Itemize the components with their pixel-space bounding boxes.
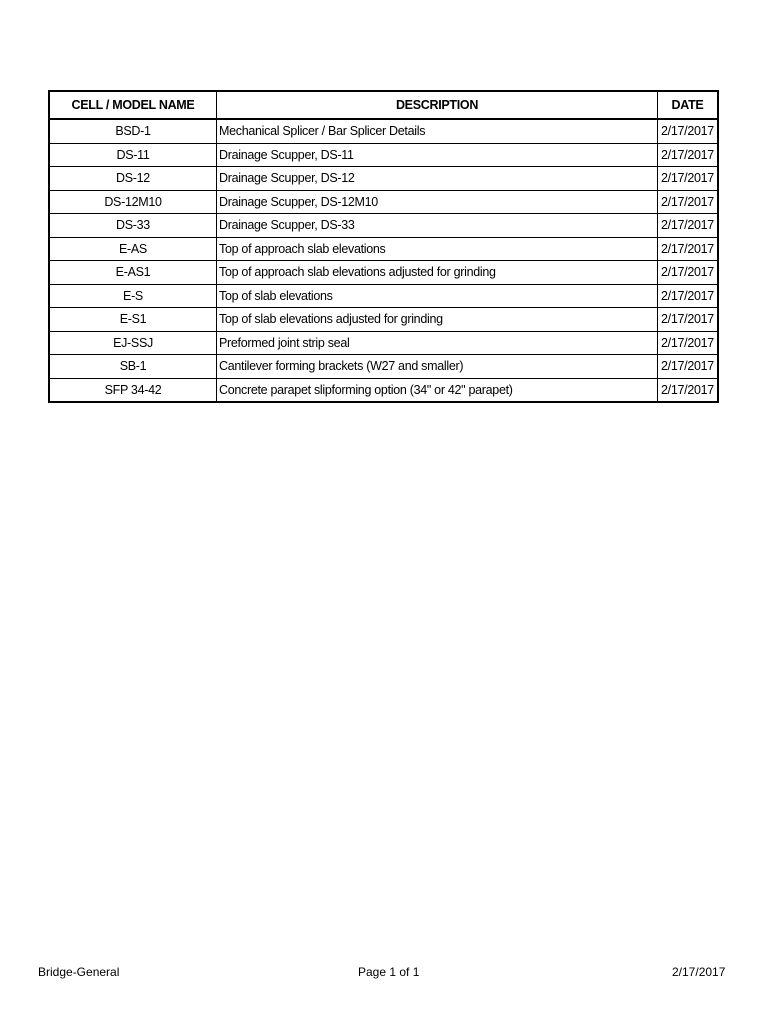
cell-description-text: Drainage Scupper, DS-33 [219,218,355,233]
table-row [49,378,718,402]
cell-description [217,167,658,191]
cell-model-name [49,308,217,332]
cell-model-name-text: E-AS1 [115,265,151,280]
cell-model-name-text: DS-11 [116,147,150,162]
cell-date-text: 2/17/2017 [661,359,714,374]
cell-date [658,214,719,238]
cell-model-name [49,331,217,355]
footer-date: 2/17/2017 [672,965,726,979]
footer-page-number: Page 1 of 1 [358,965,420,979]
cell-model-name [49,143,217,167]
cell-model-name [49,214,217,238]
cell-model-name-text: BSD-1 [115,124,151,139]
cell-description-text: Preformed joint strip seal [219,335,350,350]
cell-description-text: Mechanical Splicer / Bar Splicer Details [219,124,426,139]
cell-description-text: Top of approach slab elevations adjusted for grinding [219,265,496,280]
table-row [49,214,718,238]
cell-model-name [49,119,217,143]
footer-left-label: Bridge-General [38,965,120,979]
cell-model-name [49,284,217,308]
cell-date [658,331,719,355]
cell-model-name-text: SFP 34-42 [104,382,162,397]
table-row [49,308,718,332]
cell-model-name-text: E-AS [119,241,147,256]
cell-date-text: 2/17/2017 [661,241,714,256]
header-date: DATE [658,91,719,119]
cell-model-name [49,261,217,285]
cell-model-name-text: E-S [123,288,143,303]
cell-model-name-text: DS-12M10 [104,194,162,209]
cell-date [658,284,719,308]
cell-model-name-text: DS-33 [116,218,150,233]
cell-model-name [49,237,217,261]
cell-description-text: Top of slab elevations [219,288,333,303]
cell-date-text: 2/17/2017 [661,335,714,350]
cell-model-name-text: E-S1 [119,312,147,327]
cell-model-name [49,167,217,191]
cell-date-text: 2/17/2017 [661,124,714,139]
cell-date [658,143,719,167]
table-row [49,237,718,261]
cell-date [658,190,719,214]
cell-description [217,143,658,167]
table-row [49,167,718,191]
table-header-row [49,91,718,119]
cell-model-name-text: SB-1 [119,359,147,374]
cell-description-text: Concrete parapet slipforming option (34" or 42" parapet) [219,382,513,397]
cell-description [217,261,658,285]
cell-date-text: 2/17/2017 [661,265,714,280]
cell-description-text: Drainage Scupper, DS-12 [219,171,355,186]
cell-description-text: Top of approach slab elevations [219,241,386,256]
cell-date [658,119,719,143]
cell-description [217,214,658,238]
table-row [49,331,718,355]
cell-list-table [48,90,719,403]
table-row [49,261,718,285]
cell-description-text: Cantilever forming brackets (W27 and smaller) [219,359,464,374]
cell-date [658,355,719,379]
cell-date [658,167,719,191]
cell-date-text: 2/17/2017 [661,382,714,397]
cell-description [217,237,658,261]
cell-model-name-text: DS-12 [116,171,150,186]
cell-date-text: 2/17/2017 [661,147,714,162]
header-description: DESCRIPTION [217,91,658,119]
header-cell-model-name: CELL / MODEL NAME [49,91,217,119]
cell-date-text: 2/17/2017 [661,194,714,209]
cell-date-text: 2/17/2017 [661,288,714,303]
cell-date [658,308,719,332]
cell-description [217,355,658,379]
cell-date-text: 2/17/2017 [661,218,714,233]
cell-description [217,331,658,355]
cell-date-text: 2/17/2017 [661,171,714,186]
cell-model-name [49,378,217,402]
cell-description [217,308,658,332]
cell-description-text: Top of slab elevations adjusted for grinding [219,312,443,327]
cell-model-name [49,190,217,214]
cell-date [658,378,719,402]
cell-description [217,284,658,308]
table-row [49,284,718,308]
table-body [49,119,718,402]
table-row [49,355,718,379]
cell-description [217,190,658,214]
table-row [49,143,718,167]
table-row [49,119,718,143]
cell-description-text: Drainage Scupper, DS-11 [219,147,354,162]
cell-description [217,378,658,402]
cell-date-text: 2/17/2017 [661,312,714,327]
cell-model-name-text: EJ-SSJ [113,335,153,350]
cell-description [217,119,658,143]
table-row [49,190,718,214]
cell-date [658,237,719,261]
cell-date [658,261,719,285]
cell-model-name [49,355,217,379]
cell-description-text: Drainage Scupper, DS-12M10 [219,194,378,209]
